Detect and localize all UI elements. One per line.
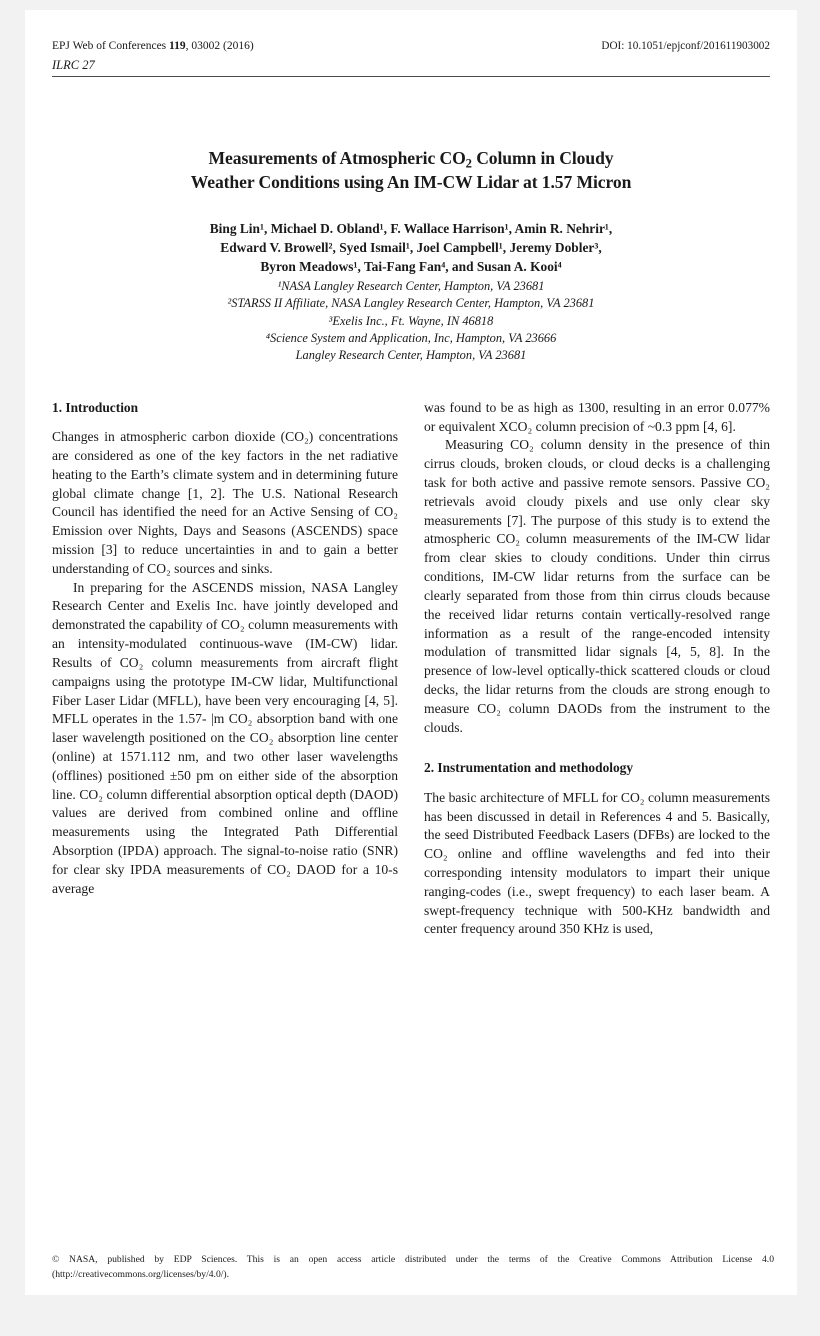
paragraph-right-1: was found to be as high as 1300, resulting in an error 0.077% or equivalent XCO₂ column precision of ~0.3 ppm [4, 6].	[424, 399, 770, 434]
title-block	[52, 147, 770, 364]
conference-name: ILRC 27	[52, 57, 95, 72]
affiliation-2: ²STARSS II Affiliate, NASA Langley Research Center, Hampton, VA 23681	[227, 296, 595, 311]
author-line-1: Bing Lin¹, Michael D. Obland¹, F. Wallace Harrison¹, Amin R. Nehrir¹,	[209, 220, 613, 236]
journal-volume: 119	[169, 40, 186, 52]
page-title	[106, 147, 716, 193]
right-column	[424, 399, 770, 940]
journal-name: EPJ Web of Conferences	[52, 40, 167, 52]
title-line-1-part-b: Column in Cloudy	[471, 148, 614, 169]
affiliation-4: ⁴Science System and Application, Inc, Hampton, VA 23666	[265, 331, 557, 346]
paragraph-right-3: The basic architecture of MFLL for CO₂ column measurements has been discussed in detail in References 4 and 5. Basically, the seed Distributed Feedback Lasers (DFBs) are locked to the CO₂ online and offline wavelengths and fed into their corresponding intensity modulators to impart their unique ranging-codes (i.e., swept frequency) to each laser beam. A swept-frequency technique with 500-KHz bandwidth and center frequency around 350 KHz is used,	[424, 789, 770, 937]
title-subscript: 2	[465, 156, 472, 171]
left-column	[52, 399, 398, 940]
author-line-3: Byron Meadows¹, Tai-Fang Fan⁴, and Susan A. Kooi⁴	[260, 258, 562, 274]
paper-page	[25, 10, 797, 1295]
copyright-footer: © NASA, published by EDP Sciences. This is an open access article distributed under the terms of the Creative Commons Attribution License 4.0 (http://creativecommons.org/licenses/by/4.0/).	[52, 1254, 774, 1281]
affiliation-3: ³Exelis Inc., Ft. Wayne, IN 46818	[328, 313, 494, 328]
title-line-1-part-a: Measurements of Atmospheric CO	[208, 148, 466, 169]
journal-article-number: , 03002 (2016)	[185, 40, 254, 52]
doi-text: DOI: 10.1051/epjconf/201611903002	[601, 40, 770, 52]
title-line-2: Weather Conditions using An IM-CW Lidar at 1.57 Micron	[190, 171, 632, 192]
affiliation-5: Langley Research Center, Hampton, VA 23681	[295, 348, 527, 363]
affiliation-1: ¹NASA Langley Research Center, Hampton, VA 23681	[277, 278, 545, 293]
journal-citation	[52, 38, 254, 55]
header-divider	[52, 76, 770, 77]
body-columns	[52, 399, 770, 940]
page-content	[52, 38, 770, 939]
section-heading-introduction: 1. Introduction	[52, 399, 139, 415]
author-line-2: Edward V. Browell², Syed Ismail¹, Joel Campbell¹, Jeremy Dobler³,	[220, 239, 602, 255]
author-list	[91, 219, 731, 276]
section-heading-instrumentation: 2. Instrumentation and methodology	[424, 760, 634, 776]
paragraph-introduction-2: In preparing for the ASCENDS mission, NASA Langley Research Center and Exelis Inc. have jointly developed and demonstrated the capability of CO₂ column measurements with an intensity-modulated continuous-wave (IM-CW) lidar. Results of CO₂ column measurements from aircraft flight campaigns using the prototype IM-CW lidar, Multifunctional Fiber Laser Lidar (MFLL), have been very encouraging [4, 5]. MFLL operates in the 1.57- |m CO₂ absorption band with one laser wavelength positioned on the CO₂ absorption line center (online) at 1571.112 nm, and two other laser wavelengths (offlines) positioned ±50 pm on either side of the absorption line. CO₂ column differential absorption optical depth (DAOD) values are derived from combined online and offline measurements using the Integrated Path Differential Absorption (IPDA) approach. The signal-to-noise ratio (SNR) for clear sky IPDA measurements of CO₂ DAOD for a 10-s average	[52, 579, 398, 896]
running-head	[52, 38, 770, 77]
affiliation-list	[52, 278, 770, 365]
paragraph-introduction-1: Changes in atmospheric carbon dioxide (CO₂) concentrations are considered as one of the key factors in the net radiative heating to the Earth’s climate system and in determining future global climate change [1, 2]. The U.S. National Research Council has identified the need for an Active Sensing of CO₂ Emission over Nights, Days and Seasons (ASCENDS) space mission [3] to reduce uncertainties in and to gain a better understanding of CO₂ sources and sinks.	[52, 429, 398, 576]
running-head-row	[52, 38, 770, 55]
paragraph-right-2: Measuring CO₂ column density in the presence of thin cirrus clouds, broken clouds, or cloud decks is a challenging task for both active and passive remote sensors. Passive CO₂ retrievals avoid cloudy pixels and use only clear sky measurements [7]. The purpose of this study is to extend the atmospheric CO₂ column measurements of the IM-CW lidar from clear skies to cloudy conditions. Under thin cirrus conditions, IM-CW lidar returns from the surface can be clearly separated from those from thin cirrus clouds because the received lidar returns contain vertically-resolved range information as a result of the range-encoded intensity modulation of transmitted lidar signals [4, 5, 8]. In the presence of low-level optically-thick scattered clouds or cloud decks, the lidar returns from the clouds are strong enough to measure CO₂ column DAODs from the instrument to the clouds.	[424, 437, 770, 735]
